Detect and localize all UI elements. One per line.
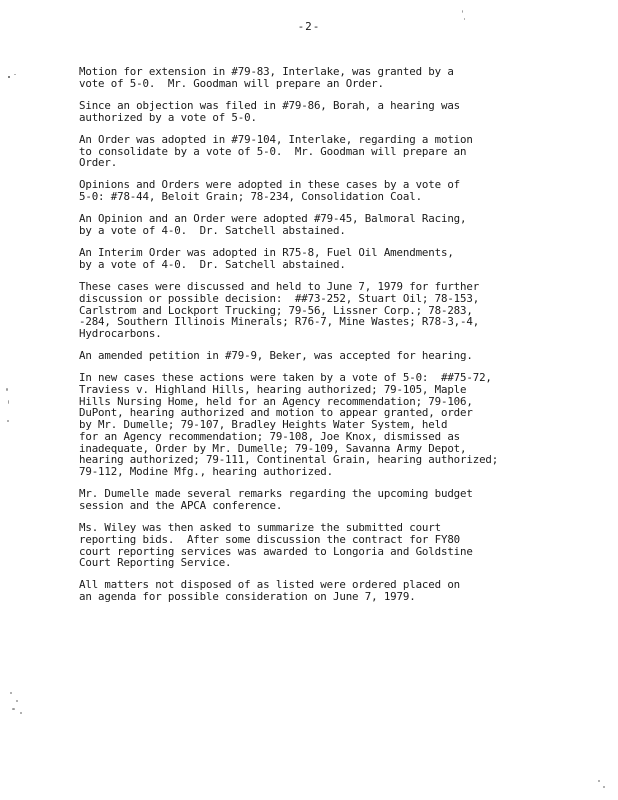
minutes-body	[79, 66, 549, 613]
paragraph-court-reporting-bids: Ms. Wiley was then asked to summarize the submitted court reporting bids. After some discussion the contract for FY80 court reporting services was awarded to Longoria and Goldstine Court Reporting Service.	[79, 521, 473, 570]
paragraph-remaining-matters: All matters not disposed of as listed were ordered placed on an agenda for possible consideration on June 7, 1979.	[79, 578, 461, 604]
paragraph-new-cases: In new cases these actions were taken by a vote of 5-0: ##75-72, Traviess v. Highland Hills, hearing authorized; 79-105, Maple Hills Nursing Home, held for an Agency recommendation; 79-106, DuPont, hearing authorized and motion to appear granted, order by Mr. Dumelle; 79-107, Bradley Heights Water System, held for an Agency recommendation; 79-108, Joe Knox, dismissed as inadequate, Order by Mr. Dumelle; 79-109, Savanna Army Depot, hearing authorized; 79-111, Continental Grain, hearing authorized; 79-112, Modine Mfg., hearing authorized.	[79, 371, 499, 478]
scan-speck	[6, 388, 8, 391]
scan-speck	[12, 708, 15, 710]
scan-speck	[462, 10, 463, 13]
scan-speck	[598, 780, 600, 782]
paragraph-balmoral-racing: An Opinion and an Order were adopted #79-45, Balmoral Racing, by a vote of 4-0. Dr. Satchell abstained.	[79, 212, 467, 238]
scan-speck	[8, 400, 9, 404]
scan-speck	[7, 420, 9, 422]
paragraph-interim-order: An Interim Order was adopted in R75-8, Fuel Oil Amendments, by a vote of 4-0. Dr. Satchell abstained.	[79, 246, 454, 271]
page-number: -2-	[297, 20, 321, 33]
scan-speck	[20, 712, 22, 714]
scan-speck	[16, 700, 18, 702]
scan-speck	[14, 74, 16, 75]
paragraph-interlake-consolidate: An Order was adopted in #79-104, Interlake, regarding a motion to consolidate by a vote of 5-0. Mr. Goodman will prepare an Order.	[79, 132, 473, 170]
scan-speck	[603, 786, 605, 788]
paragraph-beker-petition: An amended petition in #79-9, Beker, was accepted for hearing.	[79, 349, 473, 363]
scan-speck	[464, 18, 465, 20]
scan-speck	[8, 76, 10, 78]
paragraph-opinions-orders: Opinions and Orders were adopted in these cases by a vote of 5-0: #78-44, Beloit Grain; 78-234, Consolidation Coal.	[79, 178, 461, 204]
paragraph-borah-hearing: Since an objection was filed in #79-86, Borah, a hearing was authorized by a vote of 5-0.	[79, 98, 461, 124]
paragraph-dumelle-remarks: Mr. Dumelle made several remarks regarding the upcoming budget session and the APCA conference.	[79, 487, 473, 512]
paragraph-held-cases: These cases were discussed and held to June 7, 1979 for further discussion or possible decision: ##73-252, Stuart Oil; 78-153, Carlstrom and Lockport Trucking; 79-56, Lissner Corp.; 78-283, -284, Southern Illinois Minerals; R76-7, Mine Wastes; R78-3,-4, Hydrocarbons.	[79, 280, 480, 340]
scan-speck	[10, 692, 12, 694]
paragraph-extension-interlake: Motion for extension in #79-83, Interlake, was granted by a vote of 5-0. Mr. Goodman will prepare an Order.	[79, 65, 454, 90]
